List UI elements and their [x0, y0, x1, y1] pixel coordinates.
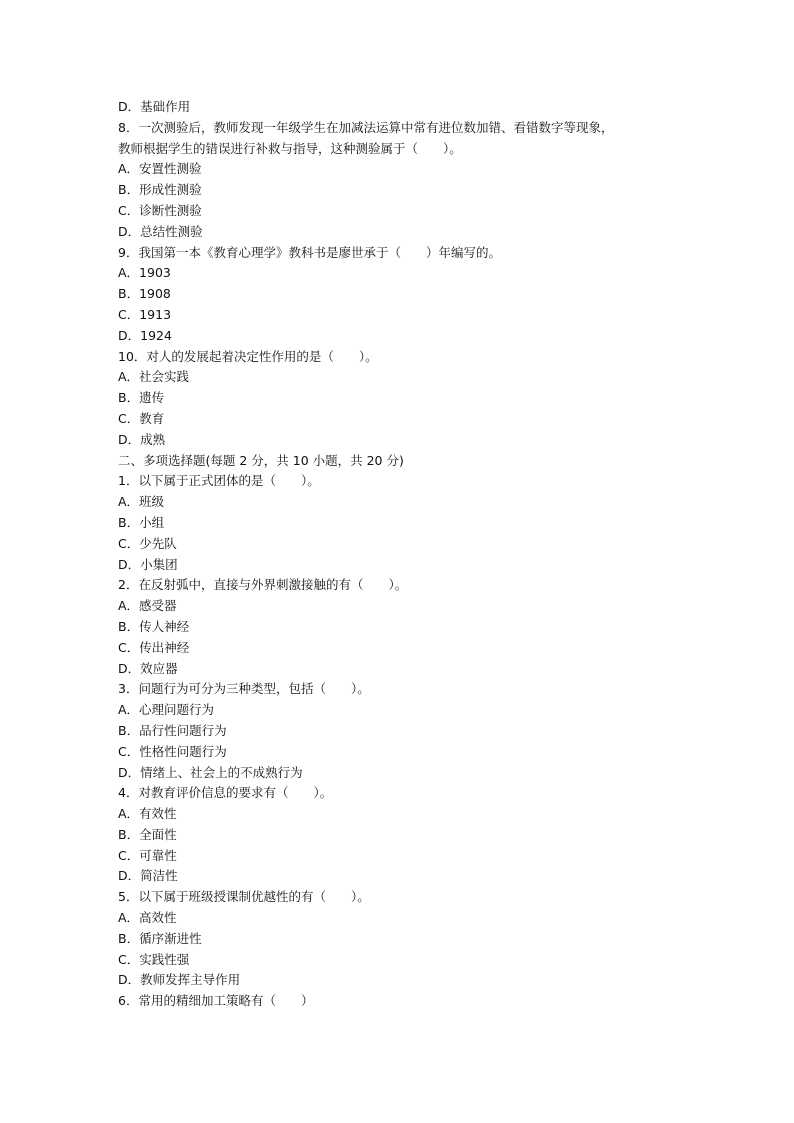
option-text: D．1924 — [118, 327, 172, 343]
option-text: C．实践性强 — [118, 951, 190, 967]
question-text: 1．以下属于正式团体的是（ ）。 — [118, 473, 320, 489]
option-text: C．教育 — [118, 410, 165, 426]
option-text: B．遗传 — [118, 390, 165, 406]
option-text: D．简洁性 — [118, 868, 178, 884]
option-text: C．1913 — [118, 306, 172, 322]
option-text: A．高效性 — [118, 910, 177, 926]
option-text: A．心理问题行为 — [118, 702, 215, 718]
document-body — [118, 97, 678, 1012]
question-text: 2．在反射弧中，直接与外界刺激接触的有（ ）。 — [118, 577, 408, 593]
option-text: D．小集团 — [118, 556, 178, 572]
option-text: B．传人神经 — [118, 618, 190, 634]
option-text: B．1908 — [118, 286, 171, 302]
option-text: C．传出神经 — [118, 639, 190, 655]
option-text: A．安置性测验 — [118, 161, 202, 177]
option-text: B．形成性测验 — [118, 182, 202, 198]
question-text: 3．问题行为可分为三种类型，包括（ ）。 — [118, 681, 370, 697]
option-text: B．循序渐进性 — [118, 930, 202, 946]
option-text: D．教师发挥主导作用 — [118, 972, 241, 988]
option-text: A．1903 — [118, 265, 171, 281]
option-text: B．全面性 — [118, 826, 177, 842]
question-text: 6．常用的精细加工策略有（ ） — [118, 993, 314, 1009]
question-text: 10．对人的发展起着决定性作用的是（ ）。 — [118, 348, 378, 364]
option-text: C．少先队 — [118, 535, 177, 551]
option-text: B．品行性问题行为 — [118, 722, 227, 738]
option-text: C．诊断性测验 — [118, 202, 202, 218]
question-text: 9．我国第一本《教育心理学》教科书是廖世承于（ ）年编写的。 — [118, 244, 501, 260]
option-text: A．班级 — [118, 494, 165, 510]
option-text: A．有效性 — [118, 806, 177, 822]
question-text: 教师根据学生的错误进行补救与指导，这种测验属于（ ）。 — [118, 140, 462, 156]
option-text: A．社会实践 — [118, 369, 190, 385]
option-text: A．感受器 — [118, 598, 177, 614]
option-text: B．小组 — [118, 514, 165, 530]
option-text: C．性格性问题行为 — [118, 743, 227, 759]
section-heading: 二、多项选择题(每题 2 分，共 10 小题，共 20 分) — [118, 452, 404, 468]
option-text: D．效应器 — [118, 660, 178, 676]
option-text: D．情绪上、社会上的不成熟行为 — [118, 764, 303, 780]
question-text: 8．一次测验后，教师发现一年级学生在加减法运算中常有进位数加错、看错数字等现象， — [118, 119, 614, 135]
option-text: C．可靠性 — [118, 847, 177, 863]
option-text: D．总结性测验 — [118, 223, 203, 239]
question-text: 4．对教育评价信息的要求有（ ）。 — [118, 785, 333, 801]
question-text: 5．以下属于班级授课制优越性的有（ ）。 — [118, 889, 370, 905]
option-text: D．基础作用 — [118, 99, 191, 114]
option-text: D．成熟 — [118, 431, 166, 447]
